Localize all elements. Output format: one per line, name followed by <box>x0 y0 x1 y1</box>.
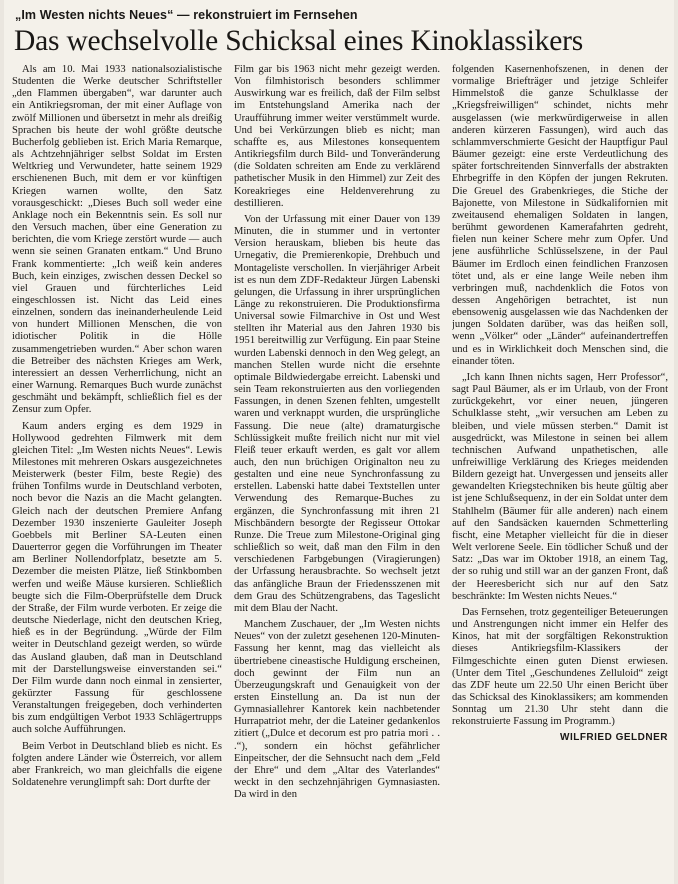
paragraph: „Ich kann Ihnen nichts sagen, Herr Professor“, sagt Paul Bäumer, als er im Urlaub, von der Front zurückgekehrt, vor einer neuen, jüngeren Schulklasse steht, „wir versuchen am Leben zu bleiben, und viele müssen sterben.“ Damit ist ausgedrückt, was Milestone in seinen bei allem technischen Aufwand unpathetischen, alle unfreiwillige Verklärung des Krieges meidenden Bildern gezeigt hat. Unvergessen und jenseits aller gewandelten Kriegstechniken bis heute gültig aber ist jene Schlußsequenz, in der ein Soldat unter dem Stahlhelm (Bäumer für alle anderen) nach einem auf den Sandsäcken kauernden Schmetterling fischt, eine Metapher vielleicht für die in dieser Welt verlorene Seele. Ein tödlicher Schuß und der Satz: „Das war im Oktober 1918, an einem Tag, der so ruhig und still war an der ganzen Front, daß der Heeresbericht sich nur auf den Satz beschränkte: Im Westen nichts Neues.“ <box>452 371 668 602</box>
paragraph: folgenden Kasernenhofszenen, in denen der vormalige Briefträger und jetzige Schleifer Himmelstoß die ganze Schulklasse der „Kriegsfreiwilligen“ schindet, nichts mehr ausgelassen (wie merkwürdigerweise in allen anderen kürzeren Fassungen), wird auch das schlammverschmierte Gesicht der Hauptfigur Paul Bäumer gezeigt: eine erste Verdeutlichung des später fortschreitenden Sinnverfalls der abstrakten Ehrbegriffe in den Köpfen der jungen Rekruten. Die Greuel des Grabenkrieges, die Stiche der Bajonette, von Milestone in Südkalifornien mit zweitausend ehemaligen Soldaten in langen, berühmt gewordenen Kamerafahrten gedreht, fielen nun keiner Schere mehr zum Opfer. Und jene ausführliche Schlüsselszene, in der Paul Bäumer im Erdloch einen feindlichen Franzosen tötet und, als er eine lange Weile neben ihm verbringen muß, nachdenklich die Fotos von dessen Angehörigen betrachtet, ist nun ebensowenig ausgelassen wie das Nachdenken der jungen Soldaten darüber, was das heißen soll, wenn „Völker“ oder „Länder“ aufeinandertreffen und es in Wirklichkeit doch Menschen sind, die einander töten. <box>452 64 668 367</box>
paragraph: Beim Verbot in Deutschland blieb es nicht. Es folgten andere Länder wie Österreich, vor allem aber Frankreich, wo man gleichfalls die eigene Soldatenehre verunglimpft sah: Dort durfte der <box>12 740 222 789</box>
column-3 <box>452 64 668 864</box>
paragraph: Film gar bis 1963 nicht mehr gezeigt werden. Von filmhistorisch besonders schlimmer Auswirkung war es freilich, daß der Film selbst im Entstehungsland Amerika nach der Uraufführung immer weiter verstümmelt wurde. Und bei Verkürzungen blieb es nicht; man schaffte es, aus Milestones konsequentem Antikriegsfilm durch Bild- und Tonveränderung (die Soldaten schreiten am Ende zu verklärend pathetischer Musik in den Himmel) zur Zeit des Koreakrieges eine Heldenverehrung zu destillieren. <box>234 64 440 209</box>
column-1 <box>12 64 222 864</box>
paragraph: Manchem Zuschauer, der „Im Westen nichts Neues“ von der zuletzt gesehenen 120-Minuten-Fassung her kennt, mag das vielleicht als übertriebene cineastische Huldigung erscheinen, doch gewinnt der Film nun an Überzeugungskraft und Genauigkeit von der ersten Einstellung an. Da ist nun der Gymnasiallehrer Kantorek kein nachbetender Hurrapatriot mehr, der die Lateiner gedankenlos zitiert („Dulce et decorum est pro patria mori . . .“), sondern ein höchst gefährlicher Einpeitscher, der die Sehnsucht nach dem „Feld der Ehre“ und dem „Altar des Vaterlandes“ weckt in den sechzehnjährigen Gymnasiasten. Da wird in den <box>234 619 440 801</box>
article-body <box>12 64 666 864</box>
paragraph: Das Fernsehen, trotz gegenteiliger Beteuerungen und Anstrengungen nicht immer ein Helfer des Kinos, hat mit der sorgfältigen Rekonstruktion dieses Antikriegsfilm-Klassikers der Filmgeschichte einen guten Dienst erwiesen. (Unter dem Titel „Geschundenes Zelluloid“ zeigt das ZDF heute um 22.50 Uhr einen Bericht über das Schicksal des Kinoklassikers; am kommenden Sonntag um 21.30 Uhr steht dann die rekonstruierte Fassung im Programm.) <box>452 606 668 728</box>
newspaper-clipping <box>4 0 674 884</box>
paragraph: Als am 10. Mai 1933 nationalsozialistische Studenten die Werke deutscher Schriftsteller „den Flammen übergaben“, war darunter auch ein Antikriegsroman, der mit einer Auflage von zwölf Millionen und übersetzt in mehr als dreißig Sprachen bis heute der wohl größte deutsche Bucherfolg geblieben ist. Erich Maria Remarque, als Achtzehnjähriger selbst Soldat im Ersten Weltkrieg und Verwundeter, hatte seinem 1929 erschienenen Buch, mit dem er vor künftigen Kriegen warnen wollte, den Satz vorausgeschickt: „Dieses Buch soll weder eine Anklage noch ein Bekenntnis sein. Es soll nur den Versuch machen, über eine Generation zu berichten, die vom Kriege zerstört wurde — auch wenn sie seinen Granaten entkam.“ Und Bruno Frank kommentierte: „Ich weiß kein anderes Buch, kein einziges, zwischen dessen Deckel so viel Grauen und fürchterliches Leid eingeschlossen ist. Nicht das Leid eines einzelnen, sondern das ineinanderheulende Leid von hundert Millionen Menschen, die von idiotischer Politik in die Hölle zusammengetrieben wurden.“ Aber schon waren die Betreiber des nächsten Krieges am Werk, interessiert an dessen Verherrlichung, nicht an einer Warnung. Remarques Buch wurde zunächst geschmäht und bekämpft, schließlich fiel es der Zensur zum Opfer. <box>12 64 222 416</box>
author-signature: WILFRIED GELDNER <box>560 732 668 744</box>
article-kicker: „Im Westen nichts Neues“ — rekonstruiert im Fernsehen <box>15 8 358 22</box>
paragraph: Kaum anders erging es dem 1929 in Hollywood gedrehten Filmwerk mit dem gleichen Titel: „Im Westen nichts Neues“. Lewis Milestones mit mehreren Oskars ausgezeichnetes Meisterwerk (bester Film, beste Regie) des frühen Tonfilms wurde in Deutschland verboten, noch bevor die Nazis an die Macht gelangten. Gleich nach der deutschen Premiere Anfang Dezember 1930 inszenierte Gauleiter Joseph Goebbels mit Berliner SA-Leuten einen Dauerterror gegen die Vorführungen im Theater am Berliner Nollendorfplatz, besetzte am 5. Dezember die meisten Plätze, ließ Stinkbomben werfen und weiße Mäuse kursieren. Schließlich beugte sich die Film-Oberprüfstelle dem Druck der Straße, der Film wurde verboten. Er zeige die deutsche Niederlage, nicht den deutschen Krieg, hieß es in der Begründung. „Würde der Film weiter in Deutschland gezeigt werden, so würde das Ausland glauben, daß man in Deutschland mit der Darstellungsweise einverstanden sei.“ Der Film wurde dann noch einmal in zensierter, gekürzter Fassung für geschlossene Veranstaltungen freigegeben, doch verhinderten bis zum endgültigen Verbot 1933 Schlägertrupps auch solche Aufführungen. <box>12 420 222 736</box>
column-2 <box>234 64 440 864</box>
paragraph: Von der Urfassung mit einer Dauer von 139 Minuten, die in stummer und in vertonter Version herauskam, blieben bis heute das Urnegativ, die Premierenkopie, Drehbuch und Montageliste verschollen. In vierjähriger Arbeit ist es nun dem ZDF-Redakteur Jürgen Labenski gelungen, die Urfassung in ihrer ursprünglichen Länge zu rekonstruieren. Die Produktionsfirma Universal sowie Filmarchive in Ost und West stellten ihr Material aus den Jahren 1930 bis 1951 bereitwillig zur Verfügung. Ein paar Steine wurden Labenski dennoch in den Weg gelegt, an manchen Stellen wurde nicht die ersehnte optimale Bildwiedergabe erreicht. Labenski und sein Team rekonstruierten aus den vorliegenden Fassungen, in denen Szenen fehlten, umgestellt waren und verknappt wurden, die ursprüngliche Fassung. Die neue (alte) dramaturgische Schlüssigkeit mußte freilich nicht nur mit viel Fleiß teuer erkauft werden, es galt vor allem auch, den nun brüchigen Originalton neu zu gestalten und eine neue Synchronfassung zu erstellen. Labenski hatte dabei Textstellen unter Verwendung des Remarque-Buches zu ergänzen, die Synchronfassung mit ihren 21 Mischbändern besorgte der Regisseur Ottokar Runze. Die Treue zum Milestone-Original ging schließlich so weit, daß man den Film in den verschiedenen Farbgebungen (Viragierungen) der Urfassung herausbrachte. So wechselt jetzt das anfängliche Braun der Friedensszenen mit dem Grau des Schützengrabens, das Tageslicht mit dem Blau der Nacht. <box>234 213 440 614</box>
article-headline: Das wechselvolle Schicksal eines Kinoklassikers <box>14 25 583 57</box>
